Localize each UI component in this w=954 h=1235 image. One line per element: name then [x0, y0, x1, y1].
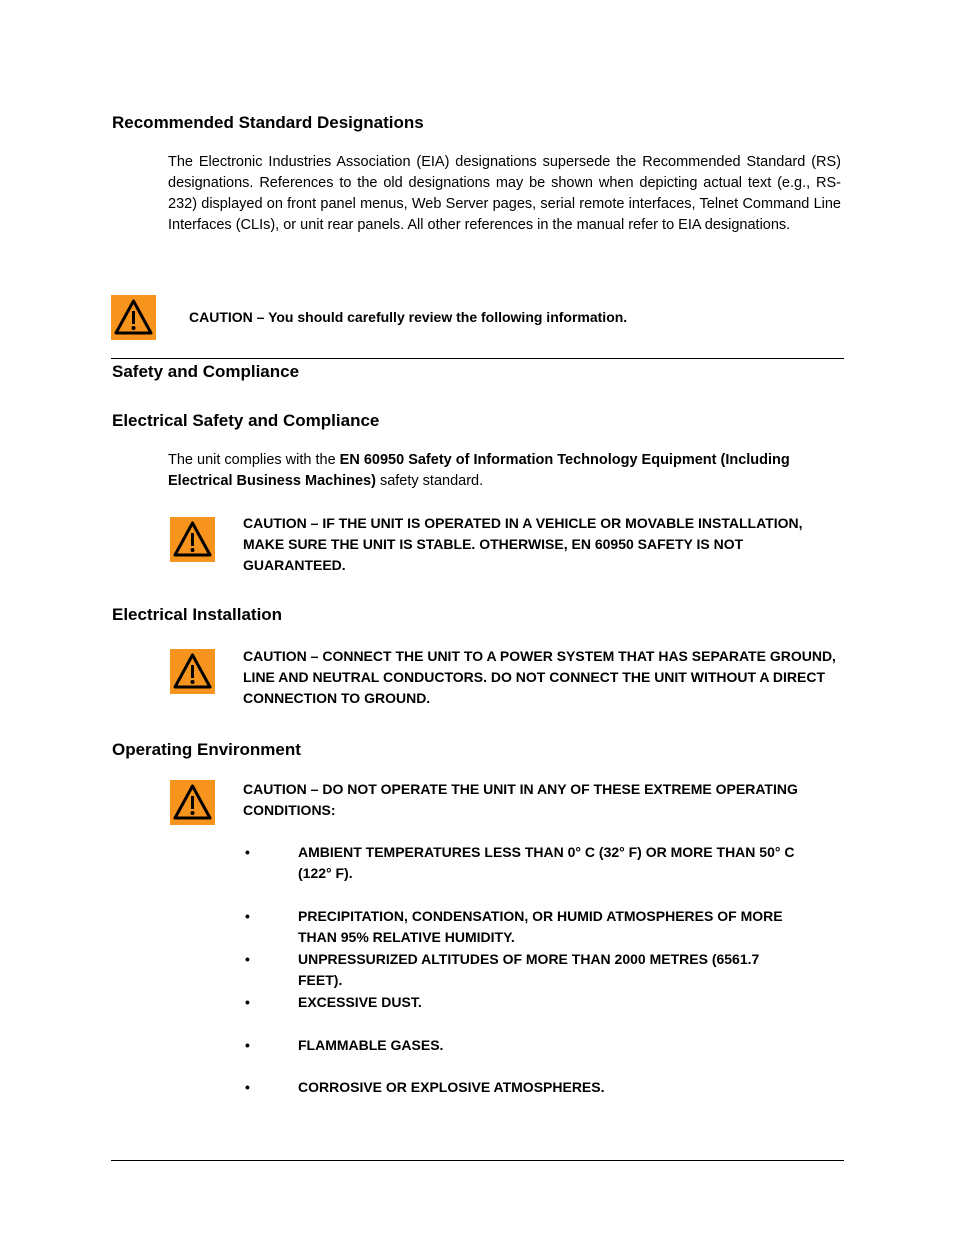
heading-electrical-safety: Electrical Safety and Compliance [112, 411, 380, 430]
bullet-icon: • [245, 951, 250, 967]
electrical-safety-suffix: safety standard. [375, 473, 484, 489]
warning-icon [111, 295, 156, 340]
caution-operating-environment-text: CAUTION – DO NOT OPERATE THE UNIT IN ANY OF THESE EXTREME OPERATING CONDITIONS: [243, 781, 798, 818]
bullet-icon: • [245, 908, 250, 924]
list-item-text: AMBIENT TEMPERATURES LESS THAN 0° C (32° F) OR MORE THAN 50° C (122° F). [298, 844, 795, 881]
caution-electrical-installation-text: CAUTION – CONNECT THE UNIT TO A POWER SYSTEM THAT HAS SEPARATE GROUND, LINE AND NEUTRAL CONDUCTORS. DO NOT CONNECT THE UNIT WITHOUT A DIRECT CONNECTION TO GROUND. [243, 648, 836, 706]
heading-electrical-installation: Electrical Installation [112, 605, 283, 624]
footer-divider [111, 1160, 844, 1161]
heading-safety-compliance: Safety and Compliance [112, 362, 300, 381]
list-item [243, 842, 803, 884]
list-item-text: PRECIPITATION, CONDENSATION, OR HUMID ATMOSPHERES OF MORE THAN 95% RELATIVE HUMIDITY. [298, 908, 783, 945]
warning-icon [170, 649, 215, 694]
electrical-safety-paragraph [168, 450, 841, 492]
warning-icon [170, 780, 215, 825]
list-item-text: CORROSIVE OR EXPLOSIVE ATMOSPHERES. [298, 1079, 605, 1095]
bullet-icon: • [245, 994, 250, 1010]
list-item [243, 1035, 803, 1056]
list-item [243, 992, 803, 1013]
electrical-safety-standard: EN 60950 Safety of Information Technology Equipment (Including Electrical Business Machines) [168, 452, 790, 489]
bullet-icon: • [245, 1037, 250, 1053]
electrical-safety-prefix: The unit complies with the [168, 452, 340, 468]
caution-electrical-safety-text: CAUTION – IF THE UNIT IS OPERATED IN A VEHICLE OR MOVABLE INSTALLATION, MAKE SURE THE UNIT IS STABLE. OTHERWISE, EN 60950 SAFETY IS NOT GUARANTEED. [243, 515, 803, 573]
list-item-text: EXCESSIVE DUST. [298, 994, 422, 1010]
bullet-icon: • [245, 844, 250, 860]
list-item [243, 949, 803, 991]
list-item [243, 1077, 803, 1098]
section-divider [111, 358, 844, 359]
list-item-text: FLAMMABLE GASES. [298, 1037, 444, 1053]
warning-icon [170, 517, 215, 562]
heading-recommended-standard: Recommended Standard Designations [112, 113, 424, 132]
rs-paragraph: The Electronic Industries Association (EIA) designations supersede the Recommended Standard (RS) designations. References to the old designations may be shown when depicting actual text (e.g., RS-232) displayed on front panel menus, Web Server pages, serial remote interfaces, Telnet Command Line Interfaces (CLIs), or unit rear panels. All other references in the manual refer to EIA designations. [168, 154, 841, 233]
bullet-icon: • [245, 1079, 250, 1095]
list-item-text: UNPRESSURIZED ALTITUDES OF MORE THAN 2000 METRES (6561.7 FEET). [298, 951, 760, 988]
caution-general-text: CAUTION – You should carefully review the following information. [189, 309, 628, 325]
list-item [243, 906, 803, 948]
heading-operating-environment: Operating Environment [112, 740, 301, 759]
